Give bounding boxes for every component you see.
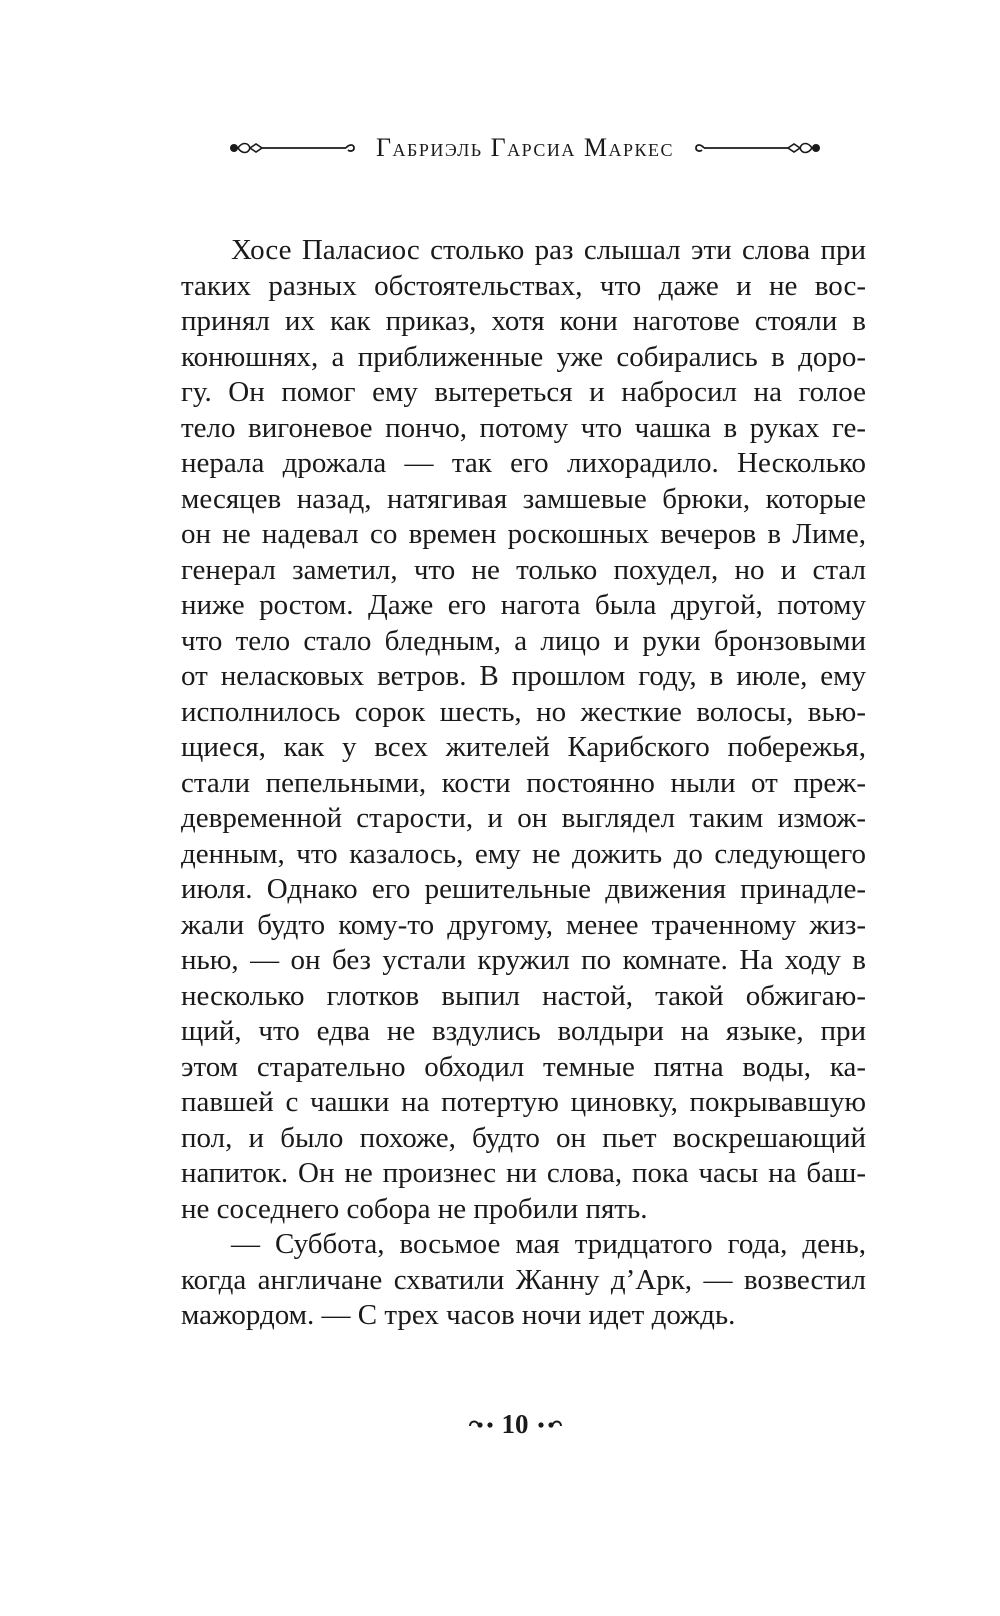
text-line: гу. Он помог ему вытереться и набросил на голое xyxy=(181,376,866,408)
text-line: щий, что едва не вздулись волдыри на языке, при xyxy=(181,1015,866,1047)
dot-flourish-icon xyxy=(535,1417,563,1431)
text-line: пол, и было похоже, будто он пьет воскрешающий xyxy=(181,1121,866,1154)
text-line: денным, что казалось, ему не дожить до следующего xyxy=(181,837,866,870)
running-header-author: Габриэль Гарсиа Маркес xyxy=(375,133,675,162)
text-line: когда англичане схватили Жанну д’Арк, — возвестил xyxy=(181,1263,866,1296)
page-footer xyxy=(450,1404,580,1444)
scroll-flourish-icon xyxy=(228,138,358,158)
scroll-flourish-icon xyxy=(692,138,822,158)
text-line: не соседнего собора не пробили пять. xyxy=(181,1192,648,1225)
text-line: Хосе Паласиос столько раз слышал эти слова при xyxy=(231,234,866,266)
text-line: месяцев назад, натягивая замшевые брюки, которые xyxy=(181,482,866,515)
text-line: — Суббота, восьмое мая тридцатого года, день, xyxy=(231,1228,866,1260)
text-line: генерал заметил, что не только похудел, но и стал xyxy=(181,553,866,586)
page-number: 10 xyxy=(501,1408,529,1439)
text-line: от неласковых ветров. В прошлом году, в июле, ему xyxy=(181,660,866,692)
text-line: что тело стало бледным, а лицо и руки бронзовыми xyxy=(181,624,866,657)
text-line: щиеся, как у всех жителей Карибского побережья, xyxy=(181,731,866,763)
text-line: несколько глотков выпил настой, такой обжигаю- xyxy=(181,979,866,1012)
text-line: нью, — он без устали кружил по комнате. На ходу в xyxy=(181,944,866,976)
text-line: исполнилось сорок шесть, но жесткие волосы, вью- xyxy=(181,695,866,728)
text-line: стали пепельными, кости постоянно ныли от преж- xyxy=(181,766,866,799)
text-line: напиток. Он не произнес ни слова, пока часы на баш- xyxy=(181,1157,866,1189)
text-line: июля. Однако его решительные движения принадле- xyxy=(181,873,866,905)
text-line: девременной старости, и он выглядел таким измож- xyxy=(181,802,866,834)
text-line: таких разных обстоятельствах, что даже и не вос- xyxy=(181,269,866,302)
text-line: нерала дрожала — так его лихорадило. Несколько xyxy=(181,447,866,479)
dot-flourish-icon xyxy=(468,1417,496,1431)
body-text xyxy=(181,233,866,1334)
text-line: этом старательно обходил темные пятна воды, ка- xyxy=(181,1050,866,1083)
text-line: тело вигоневое пончо, потому что чашка в руках ге- xyxy=(181,411,866,444)
text-line: принял их как приказ, хотя кони наготове стояли в xyxy=(181,305,866,337)
text-line: павшей с чашки на потертую циновку, покрывавшую xyxy=(181,1086,866,1118)
paragraph xyxy=(181,1227,866,1334)
text-line: он не надевал со времен роскошных вечеров в Лиме, xyxy=(181,518,866,550)
text-line: мажордом. — С трех часов ночи идет дождь. xyxy=(181,1299,736,1331)
running-header xyxy=(228,130,822,166)
text-line: жали будто кому-то другому, менее траченному жиз- xyxy=(181,908,866,941)
text-line: ниже ростом. Даже его нагота была другой, потому xyxy=(181,589,866,621)
text-line: конюшнях, а приближенные уже собирались в доро- xyxy=(181,340,866,373)
paragraph xyxy=(181,233,866,1227)
